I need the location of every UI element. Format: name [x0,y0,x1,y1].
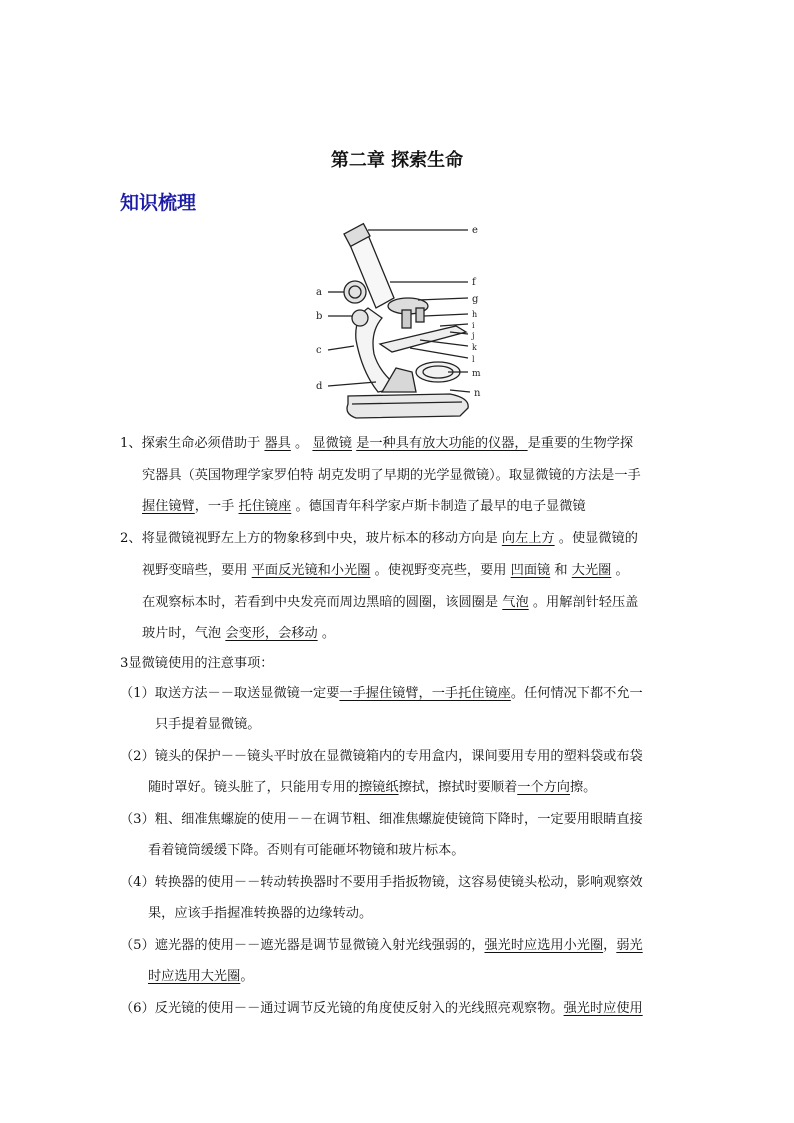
label-a: a [316,287,322,298]
text-line [142,466,641,486]
text-run: 玻片时，气泡 [142,626,226,641]
text-line [148,967,254,987]
fine-adjustment-knob [352,310,368,326]
page-title: 第二章 探索生命 [330,150,464,171]
underlined-answer: 凹面镜 [510,563,551,578]
text-run: 1、探索生命必须借助于 [120,436,265,451]
label-g: g [472,294,479,305]
text-line [120,999,643,1019]
label-f: f [472,277,476,288]
text-run: 只手提着显微镜。 [155,717,261,732]
text-line [120,936,643,956]
text-run: 究器具（英国物理学家罗伯特 胡克发明了早期的光学显微镜）。取显微镜的方法是一手 [142,468,641,483]
text-run: ，一手 [194,499,239,514]
text-run: 2、将显微镜视野左上方的物象移到中央，玻片标本的移动方向是 [120,531,502,546]
text-run: 。用解剖针轻压盖 [528,595,639,610]
text-run: 。德国青年科学家卢斯卡制造了最早的电子显微镜 [291,499,586,514]
text-run: 。使视野变亮些，要用 [370,563,511,578]
text-run: ， [603,938,617,953]
text-line [120,873,643,893]
coarse-adjustment-knob [344,281,366,303]
underlined-answer: 一手握住镜臂，一手托住镜座 [339,686,511,701]
text-line [120,747,643,767]
text-run: 擦拭，擦拭时要顺着 [398,780,518,795]
underlined-answer: 弱光 [616,938,643,953]
label-e: e [472,225,478,236]
text-line [120,434,633,454]
text-run: 。任何情况下都不允一 [510,686,643,701]
underlined-answer: 强光时应选用小光圈 [484,938,604,953]
label-j: j [472,331,475,340]
text-line [142,561,629,581]
label-n: n [474,388,481,399]
text-line [120,684,643,704]
microscope-diagram [300,222,500,424]
underlined-answer: 擦镜纸 [359,780,399,795]
text-line [155,715,261,735]
microscope-stage [380,326,466,352]
underlined-answer: 向左上方 [501,531,555,546]
label-m: m [472,369,481,379]
text-run: 擦。 [570,780,597,795]
text-run: 。 [290,436,313,451]
text-line [148,841,465,861]
text-run: 。 [240,969,254,984]
text-run: （6）反光镜的使用－－通过调节反光镜的角度使反射入的光线照亮观察物。 [120,1001,564,1016]
microscope-base [347,394,468,418]
underlined-answer: 强光时应使用 [563,1001,643,1016]
text-run: （1）取送方法－－取送显微镜一定要 [120,686,340,701]
text-run: 看着镜筒缓缓下降。否则有可能砸坏物镜和玻片标本。 [148,843,465,858]
text-line [120,529,638,549]
label-i: i [472,321,475,330]
underlined-answer: 大光圈 [571,563,612,578]
text-run: 。 [317,626,336,641]
underlined-answer: 托住镜座 [238,499,292,514]
text-line [120,654,273,674]
section-heading: 知识梳理 [120,192,197,214]
underlined-answer: 气泡 [502,595,529,610]
text-run: 视野变暗些，要用 [142,563,252,578]
underlined-answer: 握住镜臂 [142,499,195,514]
underlined-answer: 会变形，会移动 [225,626,318,641]
label-l: l [472,355,475,364]
underlined-answer: 平面反光镜和小光圈 [251,563,371,578]
text-run: （3）粗、细准焦螺旋的使用－－在调节粗、细准焦螺旋使镜筒下降时，一定要用眼睛直接 [120,812,643,827]
text-line [120,810,643,830]
label-h: h [472,310,478,319]
underlined-answer: 一个方向 [517,780,570,795]
text-run: 和 [550,563,572,578]
underlined-answer: 显微镜 [312,436,352,451]
label-d: d [316,381,323,392]
label-k: k [472,343,477,352]
text-line [142,593,638,613]
text-line [148,904,372,924]
label-b: b [316,311,323,322]
text-line [142,497,586,517]
underlined-answer: 是一种具有放大功能的仪器， [356,436,528,451]
text-run: 3显微镜使用的注意事项： [120,656,274,671]
text-run: 是重要的生物学探 [527,436,634,451]
text-run: （5）遮光器的使用－－遮光器是调节显微镜入射光线强弱的， [120,938,485,953]
label-c: c [316,345,322,356]
text-line [148,778,596,798]
objective-lens [402,310,411,328]
text-run: 果，应该手指握准转换器的边缘转动。 [148,906,373,921]
underlined-answer: 器具 [264,436,291,451]
text-run: 。使显微镜的 [554,531,638,546]
text-run: （2）镜头的保护－－镜头平时放在显微镜箱内的专用盒内，课间要用专用的塑料袋或布袋 [120,749,643,764]
text-run: 随时罩好。镜头脏了，只能用专用的 [148,780,359,795]
text-run: 。 [611,563,629,578]
text-run: 在观察标本时，若看到中央发亮而周边黑暗的圆圈，该圆圈是 [142,595,503,610]
underlined-answer: 时应选用大光圈 [148,969,241,984]
text-run: （4）转换器的使用－－转动转换器时不要用手指扳物镜，这容易使镜头松动，影响观察效 [120,875,643,890]
text-line [142,624,335,644]
